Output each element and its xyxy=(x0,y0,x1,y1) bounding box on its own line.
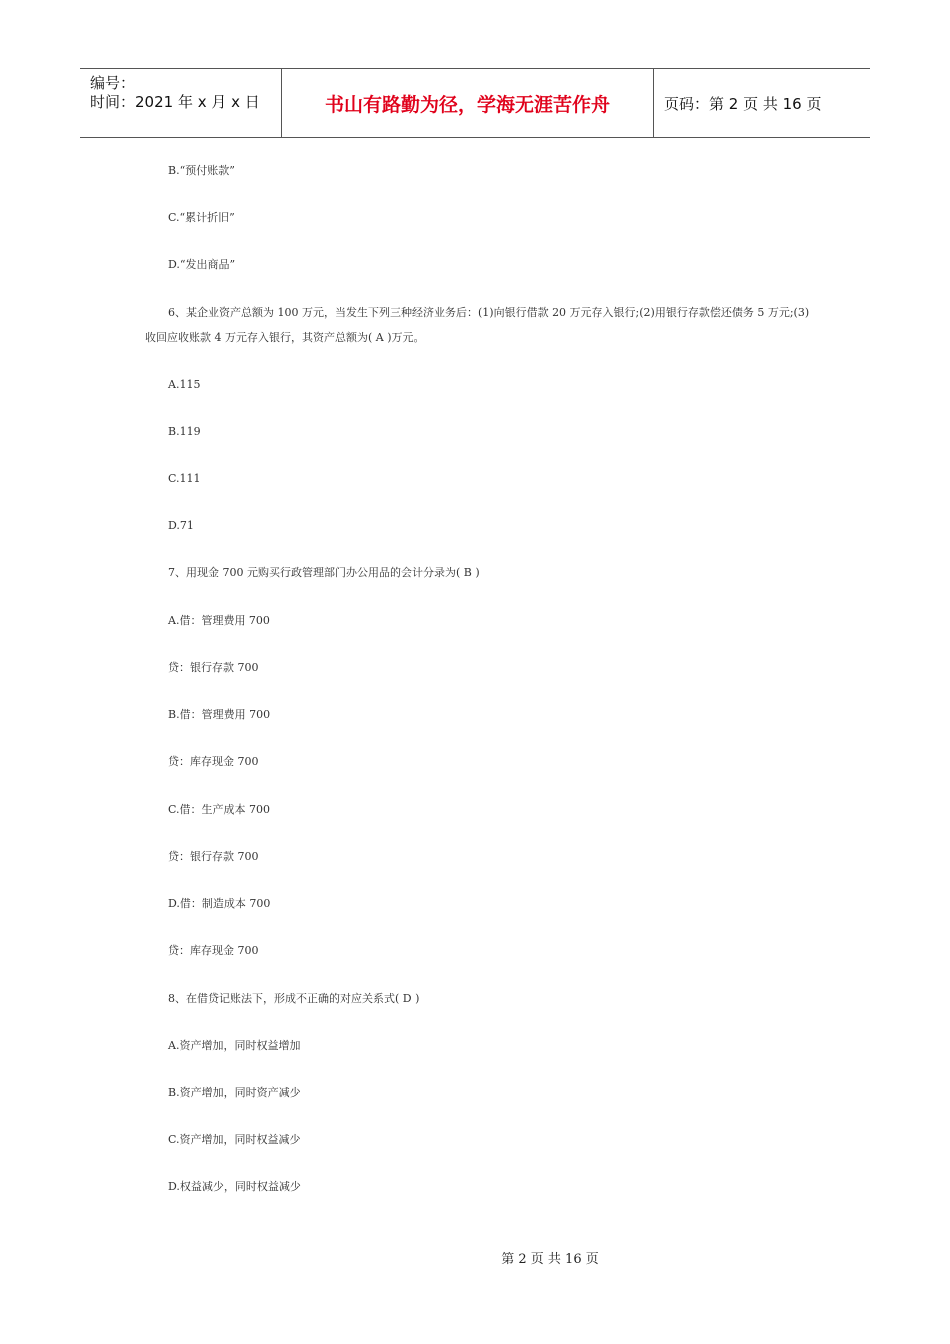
option-c: C.资产增加，同时权益减少 xyxy=(168,1133,301,1146)
option-a: A.115 xyxy=(168,378,201,391)
option-d: D.权益减少，同时权益减少 xyxy=(168,1180,301,1193)
option-d-debit: D.借：制造成本 700 xyxy=(168,897,271,910)
option-c-credit: 贷：银行存款 700 xyxy=(168,850,259,863)
option-c: C.“累计折旧” xyxy=(168,211,235,224)
header-motto: 书山有路勤为径，学海无涯苦作舟 xyxy=(282,69,654,137)
option-d-credit: 贷：库存现金 700 xyxy=(168,944,259,957)
option-d: D.“发出商品” xyxy=(168,258,236,271)
option-b: B.“预付账款” xyxy=(168,164,235,177)
question-7: 7、用现金 700 元购买行政管理部门办公用品的会计分录为( B ) xyxy=(168,566,480,579)
document-number: 编号： xyxy=(90,74,136,92)
header-page-number: 页码：第 2 页 共 16 页 xyxy=(664,94,822,113)
option-d: D.71 xyxy=(168,519,194,532)
page-footer: 第 2 页 共 16 页 xyxy=(501,1252,599,1267)
page-header xyxy=(80,68,870,138)
option-b: B.资产增加，同时资产减少 xyxy=(168,1086,301,1099)
option-a: A.资产增加，同时权益增加 xyxy=(168,1039,301,1052)
option-a-debit: A.借：管理费用 700 xyxy=(168,614,270,627)
question-6: 6、某企业资产总额为 100 万元，当发生下列三种经济业务后：(1)向银行借款 20 万元存入银行;(2)用银行存款偿还债务 5 万元;(3)收回应收账款 4 万元存入银行，其资产总额为( A )万元。 xyxy=(145,306,810,344)
question-8: 8、在借贷记账法下，形成不正确的对应关系式( D ) xyxy=(168,992,420,1005)
option-a-credit: 贷：银行存款 700 xyxy=(168,661,259,674)
option-c: C.111 xyxy=(168,472,201,485)
option-b-debit: B.借：管理费用 700 xyxy=(168,708,271,721)
option-b-credit: 贷：库存现金 700 xyxy=(168,755,259,768)
option-b: B.119 xyxy=(168,425,201,438)
header-info xyxy=(80,69,282,137)
option-c-debit: C.借：生产成本 700 xyxy=(168,803,271,816)
document-time: 时间：2021 年 x 月 x 日 xyxy=(90,93,260,111)
